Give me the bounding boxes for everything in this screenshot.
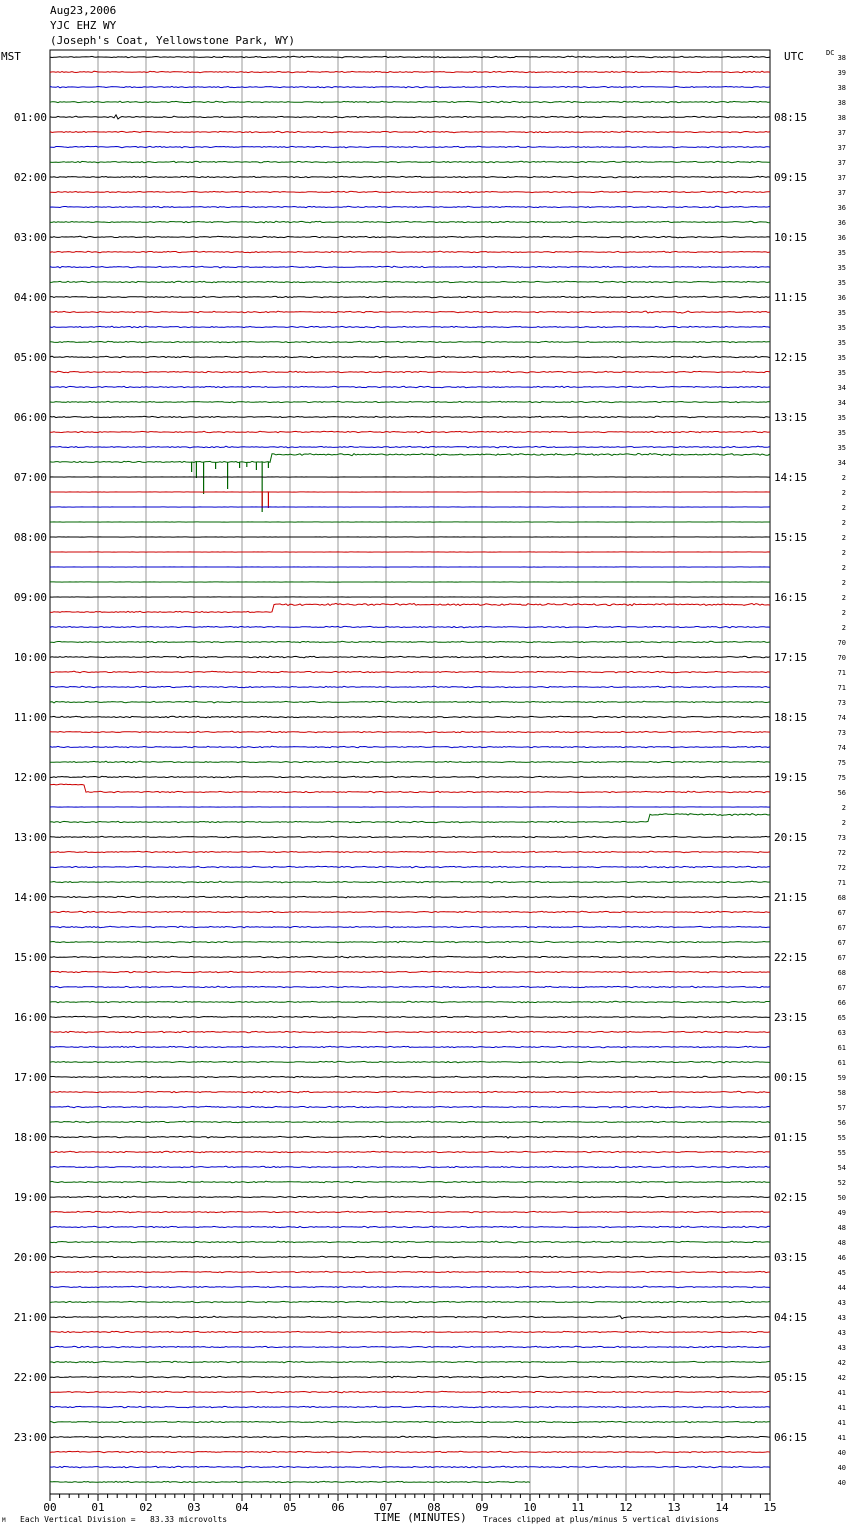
mst-hour-label: 13:00 — [13, 831, 47, 844]
dc-offset-label: 41 — [837, 1404, 846, 1412]
utc-hour-label: 10:15 — [774, 231, 808, 244]
utc-hour-label: 17:15 — [774, 651, 808, 664]
dc-offset-label: 37 — [837, 174, 846, 182]
trace-line — [50, 1106, 770, 1108]
utc-hour-label: 13:15 — [774, 411, 808, 424]
utc-hour-label: 22:15 — [774, 951, 808, 964]
dc-offset-label: 46 — [837, 1254, 846, 1262]
trace-line — [50, 1331, 770, 1333]
dc-offset-label: 37 — [837, 159, 846, 167]
x-tick-label: 14 — [715, 1501, 729, 1514]
trace-line — [50, 926, 770, 928]
trace-line — [50, 341, 770, 342]
dc-offset-label: 71 — [837, 879, 846, 887]
x-tick-label: 03 — [187, 1501, 201, 1514]
clip-note: Traces clipped at plus/minus 5 vertical divisions — [483, 1515, 720, 1524]
trace-line — [50, 296, 770, 298]
trace-line — [50, 956, 770, 958]
dc-offset-label: 2 — [841, 534, 846, 542]
trace-line — [50, 1091, 770, 1093]
x-tick-label: 09 — [475, 1501, 489, 1514]
dc-offset-label: 2 — [841, 594, 846, 602]
trace-line — [50, 776, 770, 778]
dc-offset-label: 38 — [837, 99, 846, 107]
trace-line — [50, 1421, 770, 1423]
dc-offset-label: 36 — [837, 204, 846, 212]
trace-line — [50, 1076, 770, 1077]
utc-hour-label: 12:15 — [774, 351, 808, 364]
trace-line — [50, 814, 770, 823]
trace-line — [50, 1301, 770, 1303]
dc-offset-label: 2 — [841, 549, 846, 557]
x-tick-label: 10 — [523, 1501, 537, 1514]
dc-offset-label: 63 — [837, 1029, 846, 1037]
trace-line — [50, 453, 770, 462]
trace-line — [50, 71, 770, 73]
trace-line — [50, 86, 770, 87]
dc-offset-label: 40 — [837, 1464, 846, 1472]
utc-hour-label: 23:15 — [774, 1011, 808, 1024]
dc-offset-label: 48 — [837, 1239, 846, 1247]
scale-note: Each Vertical Division = 83.33 microvolts — [20, 1515, 228, 1524]
trace-line — [50, 641, 770, 642]
right-timezone-label: UTC — [784, 50, 804, 63]
x-tick-label: 07 — [379, 1501, 393, 1514]
dc-offset-label: 74 — [837, 714, 846, 722]
dc-offset-label: 73 — [837, 834, 846, 842]
trace-line — [50, 206, 770, 207]
dc-offset-label: 2 — [841, 519, 846, 527]
trace-line — [50, 836, 770, 837]
dc-offset-label: 75 — [837, 774, 846, 782]
date-label: Aug23,2006 — [50, 4, 117, 17]
utc-hour-label: 20:15 — [774, 831, 808, 844]
trace-line — [50, 131, 770, 132]
dc-offset-label: 2 — [841, 564, 846, 572]
trace-line — [50, 1151, 770, 1153]
trace-line — [50, 701, 770, 703]
trace-line — [50, 386, 770, 388]
trace-line — [50, 1226, 770, 1228]
mst-hour-label: 01:00 — [13, 111, 47, 124]
dc-offset-label: 34 — [837, 399, 846, 407]
dc-offset-label: 36 — [837, 219, 846, 227]
trace-line — [50, 281, 770, 283]
dc-offset-label: 2 — [841, 474, 846, 482]
dc-offset-label: 43 — [837, 1314, 846, 1322]
mst-hour-label: 21:00 — [13, 1311, 47, 1324]
trace-line — [50, 851, 770, 852]
dc-offset-label: 59 — [837, 1074, 846, 1082]
dc-offset-label: 35 — [837, 339, 846, 347]
dc-offset-label: 72 — [837, 849, 846, 857]
location-label: (Joseph's Coat, Yellowstone Park, WY) — [50, 34, 296, 47]
mst-hour-label: 22:00 — [13, 1371, 47, 1384]
dc-offset-label: 35 — [837, 309, 846, 317]
utc-hour-label: 02:15 — [774, 1191, 808, 1204]
dc-offset-label: 43 — [837, 1344, 846, 1352]
utc-hour-label: 21:15 — [774, 891, 808, 904]
dc-offset-label: 42 — [837, 1359, 846, 1367]
dc-offset-label: 37 — [837, 129, 846, 137]
mst-hour-label: 16:00 — [13, 1011, 47, 1024]
dc-offset-label: 2 — [841, 579, 846, 587]
mst-hour-label: 07:00 — [13, 471, 47, 484]
x-tick-label: 01 — [91, 1501, 105, 1514]
mst-hour-label: 14:00 — [13, 891, 47, 904]
dc-label: DC — [826, 49, 835, 57]
dc-offset-label: 37 — [837, 144, 846, 152]
mst-hour-label: 10:00 — [13, 651, 47, 664]
dc-offset-label: 66 — [837, 999, 846, 1007]
trace-line — [50, 603, 770, 612]
trace-line — [50, 1256, 770, 1258]
dc-offset-label: 39 — [837, 69, 846, 77]
trace-line — [50, 115, 770, 119]
station-label: YJC EHZ WY — [50, 19, 117, 32]
trace-line — [50, 761, 770, 763]
trace-line — [50, 1181, 770, 1183]
trace-line — [50, 371, 770, 373]
mst-hour-label: 19:00 — [13, 1191, 47, 1204]
mst-hour-label: 23:00 — [13, 1431, 47, 1444]
dc-offset-label: 41 — [837, 1434, 846, 1442]
trace-line — [50, 716, 770, 718]
dc-offset-label: 45 — [837, 1269, 846, 1277]
dc-offset-label: 35 — [837, 324, 846, 332]
x-tick-label: 15 — [763, 1501, 777, 1514]
dc-offset-label: 36 — [837, 234, 846, 242]
trace-line — [50, 626, 770, 628]
mst-hour-label: 18:00 — [13, 1131, 47, 1144]
trace-line — [50, 191, 770, 193]
dc-offset-label: 55 — [837, 1149, 846, 1157]
dc-offset-label: 35 — [837, 444, 846, 452]
mst-hour-label: 02:00 — [13, 171, 47, 184]
dc-offset-label: 34 — [837, 459, 846, 467]
utc-hour-label: 14:15 — [774, 471, 808, 484]
dc-offset-label: 61 — [837, 1044, 846, 1052]
trace-line — [50, 161, 770, 163]
mst-hour-label: 04:00 — [13, 291, 47, 304]
trace-line — [50, 356, 770, 358]
dc-offset-label: 67 — [837, 939, 846, 947]
dc-offset-label: 55 — [837, 1134, 846, 1142]
trace-line — [50, 1046, 770, 1047]
trace-line — [50, 1271, 770, 1272]
dc-offset-label: 2 — [841, 489, 846, 497]
trace-line — [50, 1001, 770, 1002]
dc-offset-label: 54 — [837, 1164, 846, 1172]
trace-line — [50, 1316, 770, 1319]
dc-offset-label: 56 — [837, 789, 846, 797]
x-tick-label: 06 — [331, 1501, 345, 1514]
dc-offset-label: 2 — [841, 804, 846, 812]
dc-offset-label: 70 — [837, 654, 846, 662]
utc-hour-label: 11:15 — [774, 291, 808, 304]
trace-line — [50, 236, 770, 238]
utc-hour-label: 04:15 — [774, 1311, 808, 1324]
dc-offset-label: 71 — [837, 684, 846, 692]
dc-offset-label: 36 — [837, 294, 846, 302]
trace-line — [50, 686, 770, 688]
dc-offset-label: 68 — [837, 894, 846, 902]
dc-offset-label: 49 — [837, 1209, 846, 1217]
dc-offset-label: 40 — [837, 1449, 846, 1457]
trace-line — [50, 731, 770, 733]
dc-offset-label: 2 — [841, 819, 846, 827]
utc-hour-label: 19:15 — [774, 771, 808, 784]
trace-line — [50, 101, 770, 103]
utc-hour-label: 08:15 — [774, 111, 808, 124]
trace-line — [50, 326, 770, 328]
mst-hour-label: 03:00 — [13, 231, 47, 244]
trace-line — [50, 1121, 770, 1123]
dc-offset-label: 65 — [837, 1014, 846, 1022]
dc-offset-label: 35 — [837, 369, 846, 377]
utc-hour-label: 00:15 — [774, 1071, 808, 1084]
dc-offset-label: 52 — [837, 1179, 846, 1187]
trace-line — [50, 266, 770, 268]
trace-line — [50, 56, 770, 58]
trace-line — [50, 311, 770, 313]
dc-offset-label: 2 — [841, 624, 846, 632]
x-tick-label: 05 — [283, 1501, 297, 1514]
dc-offset-label: 40 — [837, 1479, 846, 1487]
trace-line — [50, 1061, 770, 1063]
trace-line — [50, 1436, 770, 1437]
trace-line — [50, 746, 770, 748]
dc-offset-label: 68 — [837, 969, 846, 977]
x-tick-label: 12 — [619, 1501, 633, 1514]
trace-line — [50, 866, 770, 868]
dc-offset-label: 44 — [837, 1284, 846, 1292]
x-tick-label: 02 — [139, 1501, 153, 1514]
trace-line — [50, 1241, 770, 1243]
trace-line — [50, 671, 770, 673]
dc-offset-label: 42 — [837, 1374, 846, 1382]
dc-offset-label: 67 — [837, 924, 846, 932]
mst-hour-label: 20:00 — [13, 1251, 47, 1264]
trace-line — [50, 941, 770, 943]
trace-line — [50, 881, 770, 883]
mst-hour-label: 12:00 — [13, 771, 47, 784]
mst-hour-label: 08:00 — [13, 531, 47, 544]
dc-offset-label: 2 — [841, 609, 846, 617]
dc-offset-label: 35 — [837, 414, 846, 422]
trace-line — [50, 1031, 770, 1033]
trace-line — [50, 1016, 770, 1018]
dc-offset-label: 48 — [837, 1224, 846, 1232]
utc-hour-label: 05:15 — [774, 1371, 808, 1384]
dc-offset-label: 57 — [837, 1104, 846, 1112]
mst-hour-label: 05:00 — [13, 351, 47, 364]
trace-line — [50, 1406, 770, 1408]
dc-offset-label: 2 — [841, 504, 846, 512]
dc-offset-label: 74 — [837, 744, 846, 752]
dc-offset-label: 35 — [837, 279, 846, 287]
dc-offset-label: 61 — [837, 1059, 846, 1067]
dc-offset-label: 67 — [837, 909, 846, 917]
trace-line — [50, 1346, 770, 1348]
trace-line — [50, 1361, 770, 1363]
dc-offset-label: 38 — [837, 54, 846, 62]
dc-offset-label: 70 — [837, 639, 846, 647]
trace-line — [50, 656, 770, 658]
trace-line — [50, 1166, 770, 1168]
dc-offset-label: 41 — [837, 1419, 846, 1427]
x-tick-label: 04 — [235, 1501, 249, 1514]
trace-line — [50, 1391, 770, 1393]
x-tick-label: 00 — [43, 1501, 57, 1514]
dc-offset-label: 71 — [837, 669, 846, 677]
dc-offset-label: 41 — [837, 1389, 846, 1397]
x-axis-title: TIME (MINUTES) — [374, 1511, 467, 1524]
utc-hour-label: 09:15 — [774, 171, 808, 184]
mst-hour-label: 06:00 — [13, 411, 47, 424]
x-tick-label: 08 — [427, 1501, 441, 1514]
dc-offset-label: 34 — [837, 384, 846, 392]
trace-line — [50, 416, 770, 417]
trace-line — [50, 1466, 770, 1468]
dc-offset-label: 35 — [837, 354, 846, 362]
mst-hour-label: 11:00 — [13, 711, 47, 724]
dc-offset-label: 56 — [837, 1119, 846, 1127]
trace-line — [50, 176, 770, 177]
dc-offset-label: 73 — [837, 699, 846, 707]
trace-line — [50, 431, 770, 433]
utc-hour-label: 15:15 — [774, 531, 808, 544]
trace-line — [50, 1376, 770, 1378]
dc-offset-label: 35 — [837, 249, 846, 257]
dc-offset-label: 58 — [837, 1089, 846, 1097]
trace-line — [50, 784, 770, 793]
trace-line — [50, 1451, 770, 1453]
trace-line — [50, 446, 770, 448]
corner-mark: M — [2, 1517, 6, 1524]
trace-line — [50, 1211, 770, 1213]
trace-line — [50, 1136, 770, 1138]
trace-line — [50, 251, 770, 253]
left-timezone-label: MST — [1, 50, 21, 63]
dc-offset-label: 38 — [837, 84, 846, 92]
utc-hour-label: 06:15 — [774, 1431, 808, 1444]
mst-hour-label: 15:00 — [13, 951, 47, 964]
utc-hour-label: 01:15 — [774, 1131, 808, 1144]
x-tick-label: 11 — [571, 1501, 585, 1514]
dc-offset-label: 50 — [837, 1194, 846, 1202]
dc-offset-label: 75 — [837, 759, 846, 767]
dc-offset-label: 38 — [837, 114, 846, 122]
utc-hour-label: 18:15 — [774, 711, 808, 724]
dc-offset-label: 67 — [837, 954, 846, 962]
utc-hour-label: 03:15 — [774, 1251, 808, 1264]
dc-offset-label: 43 — [837, 1299, 846, 1307]
utc-hour-label: 16:15 — [774, 591, 808, 604]
dc-offset-label: 73 — [837, 729, 846, 737]
dc-offset-label: 67 — [837, 984, 846, 992]
trace-line — [50, 971, 770, 973]
dc-offset-label: 43 — [837, 1329, 846, 1337]
trace-line — [50, 911, 770, 913]
trace-line — [50, 986, 770, 988]
trace-line — [50, 1286, 770, 1287]
trace-line — [50, 896, 770, 898]
dc-offset-label: 37 — [837, 189, 846, 197]
trace-line — [50, 401, 770, 402]
trace-line — [50, 1196, 770, 1198]
trace-line — [50, 146, 770, 148]
dc-offset-label: 35 — [837, 429, 846, 437]
x-tick-label: 13 — [667, 1501, 681, 1514]
mst-hour-label: 09:00 — [13, 591, 47, 604]
dc-offset-label: 72 — [837, 864, 846, 872]
mst-hour-label: 17:00 — [13, 1071, 47, 1084]
dc-offset-label: 35 — [837, 264, 846, 272]
trace-line — [50, 221, 770, 223]
